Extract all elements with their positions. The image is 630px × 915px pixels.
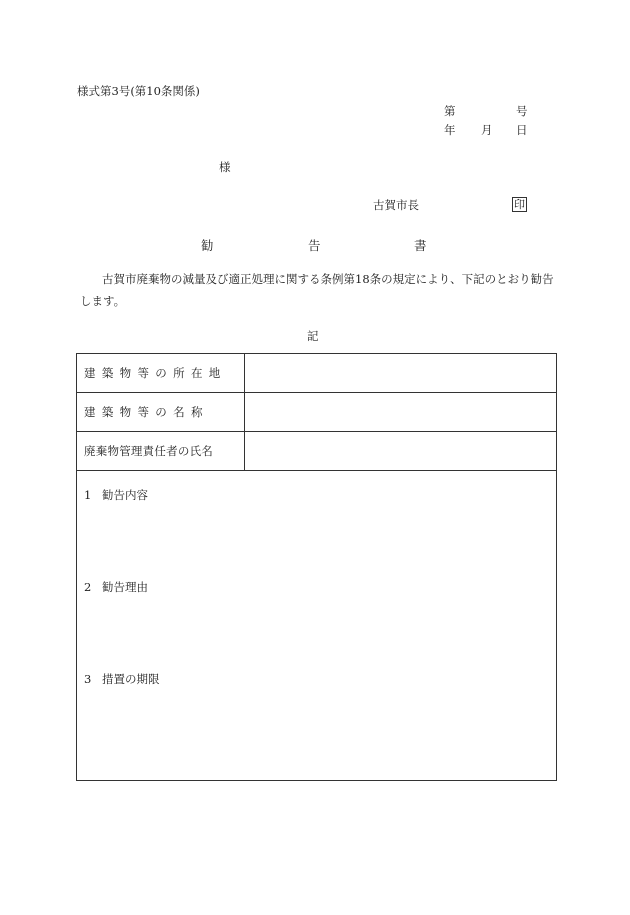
title-char-1: 勧 — [201, 238, 214, 253]
row-value-location[interactable] — [245, 354, 557, 393]
item-3 — [84, 671, 160, 687]
item-2-label: 勧告理由 — [102, 580, 148, 594]
table-row — [77, 432, 557, 471]
number-go: 号 — [516, 104, 528, 118]
number-dai: 第 — [444, 104, 456, 118]
table-row-content — [77, 471, 557, 781]
seal-mark — [512, 197, 527, 212]
record-table — [76, 353, 557, 781]
row-label-name: 建築物等の名称 — [77, 393, 245, 432]
row-label-location: 建築物等の所在地 — [77, 354, 245, 393]
title-char-2: 告 — [308, 238, 321, 253]
seal-stamp: 印 — [514, 198, 525, 211]
item-3-label: 措置の期限 — [102, 672, 160, 686]
row-value-name[interactable] — [245, 393, 557, 432]
item-1 — [84, 487, 148, 503]
table-row — [77, 393, 557, 432]
date-day: 日 — [516, 123, 528, 137]
form-id: 様式第3号(第10条関係) — [77, 84, 200, 98]
item-1-label: 勧告内容 — [102, 488, 148, 502]
item-3-number: 3 — [84, 672, 92, 686]
item-2 — [84, 579, 148, 595]
ki-label: 記 — [307, 329, 319, 343]
issuer-title: 古賀市長 — [373, 198, 419, 212]
table-row — [77, 354, 557, 393]
item-2-number: 2 — [84, 580, 92, 594]
row-value-manager[interactable] — [245, 432, 557, 471]
date-month: 月 — [481, 123, 493, 137]
item-1-number: 1 — [84, 488, 92, 502]
row-label-manager: 廃棄物管理責任者の氏名 — [77, 432, 245, 471]
addressee-suffix: 様 — [219, 160, 231, 174]
content-cell[interactable] — [77, 471, 557, 781]
body-text: 古賀市廃棄物の減量及び適正処理に関する条例第18条の規定により、下記のとおり勧告します。 — [80, 272, 554, 308]
date-year: 年 — [444, 123, 456, 137]
title-char-3: 書 — [414, 238, 427, 253]
